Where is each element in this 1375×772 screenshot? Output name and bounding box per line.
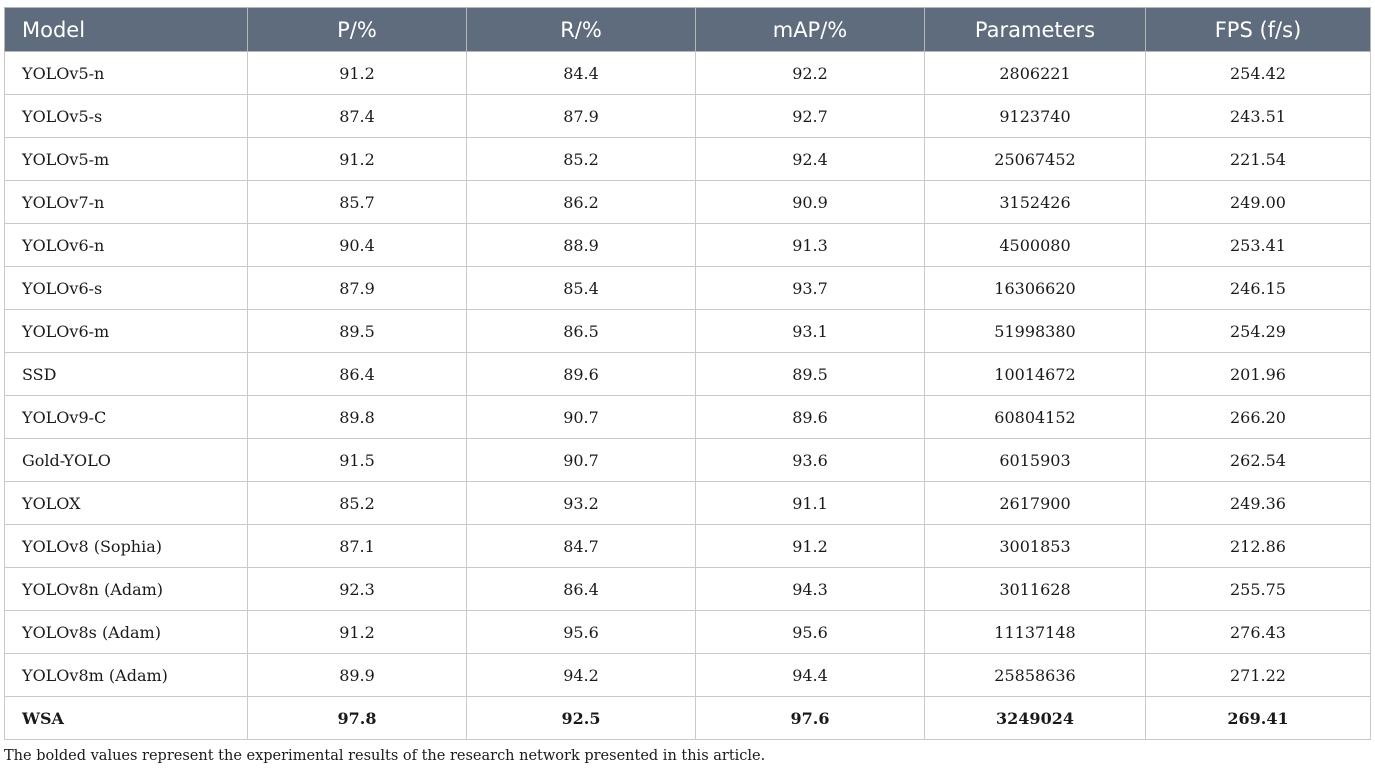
fps-cell: 271.22 [1146,654,1371,697]
fps-cell: 254.29 [1146,310,1371,353]
map-cell: 89.5 [696,353,925,396]
parameters-cell: 16306620 [925,267,1146,310]
results-table [4,7,1371,740]
model-cell: YOLOv5-n [5,52,248,95]
precision-cell: 85.7 [248,181,467,224]
model-cell: YOLOv5-s [5,95,248,138]
precision-cell: 85.2 [248,482,467,525]
model-cell: YOLOv5-m [5,138,248,181]
map-cell: 91.2 [696,525,925,568]
header-row [5,8,1371,52]
recall-cell: 87.9 [467,95,696,138]
map-cell: 91.1 [696,482,925,525]
model-cell: YOLOv6-m [5,310,248,353]
recall-cell: 90.7 [467,396,696,439]
fps-cell: 254.42 [1146,52,1371,95]
table-footnote: The bolded values represent the experimental results of the research network presented in this article. [4,748,766,764]
table-row [5,224,1371,267]
table-row [5,697,1371,740]
recall-cell: 86.2 [467,181,696,224]
table-row [5,611,1371,654]
map-cell: 94.3 [696,568,925,611]
map-cell: 92.4 [696,138,925,181]
fps-cell: 221.54 [1146,138,1371,181]
map-cell: 97.6 [696,697,925,740]
table-row [5,654,1371,697]
precision-cell: 87.4 [248,95,467,138]
column-header-parameters: Parameters [925,8,1146,52]
map-cell: 93.1 [696,310,925,353]
table-row [5,482,1371,525]
table-row [5,52,1371,95]
model-cell: YOLOv7-n [5,181,248,224]
precision-cell: 91.2 [248,611,467,654]
fps-cell: 276.43 [1146,611,1371,654]
recall-cell: 86.4 [467,568,696,611]
table-row [5,95,1371,138]
fps-cell: 269.41 [1146,697,1371,740]
recall-cell: 90.7 [467,439,696,482]
precision-cell: 91.5 [248,439,467,482]
recall-cell: 95.6 [467,611,696,654]
parameters-cell: 2617900 [925,482,1146,525]
fps-cell: 253.41 [1146,224,1371,267]
precision-cell: 86.4 [248,353,467,396]
precision-cell: 89.5 [248,310,467,353]
model-cell: SSD [5,353,248,396]
fps-cell: 246.15 [1146,267,1371,310]
table-row [5,138,1371,181]
recall-cell: 85.4 [467,267,696,310]
map-cell: 92.2 [696,52,925,95]
parameters-cell: 3249024 [925,697,1146,740]
model-cell: YOLOv8s (Adam) [5,611,248,654]
precision-cell: 89.8 [248,396,467,439]
model-cell: WSA [5,697,248,740]
precision-cell: 97.8 [248,697,467,740]
model-cell: YOLOv8n (Adam) [5,568,248,611]
precision-cell: 89.9 [248,654,467,697]
fps-cell: 212.86 [1146,525,1371,568]
parameters-cell: 11137148 [925,611,1146,654]
parameters-cell: 25067452 [925,138,1146,181]
precision-cell: 91.2 [248,52,467,95]
parameters-cell: 60804152 [925,396,1146,439]
table-row [5,353,1371,396]
precision-cell: 87.1 [248,525,467,568]
precision-cell: 87.9 [248,267,467,310]
parameters-cell: 6015903 [925,439,1146,482]
map-cell: 94.4 [696,654,925,697]
table-body [5,52,1371,740]
map-cell: 91.3 [696,224,925,267]
column-header-model: Model [5,8,248,52]
model-cell: YOLOv9-C [5,396,248,439]
map-cell: 95.6 [696,611,925,654]
table-row [5,568,1371,611]
fps-cell: 201.96 [1146,353,1371,396]
recall-cell: 94.2 [467,654,696,697]
model-cell: YOLOv8m (Adam) [5,654,248,697]
table-row [5,439,1371,482]
recall-cell: 93.2 [467,482,696,525]
column-header-map: mAP/% [696,8,925,52]
parameters-cell: 51998380 [925,310,1146,353]
precision-cell: 90.4 [248,224,467,267]
recall-cell: 84.7 [467,525,696,568]
model-cell: YOLOX [5,482,248,525]
map-cell: 93.6 [696,439,925,482]
parameters-cell: 25858636 [925,654,1146,697]
fps-cell: 255.75 [1146,568,1371,611]
precision-cell: 91.2 [248,138,467,181]
fps-cell: 249.36 [1146,482,1371,525]
column-header-fps: FPS (f/s) [1146,8,1371,52]
recall-cell: 92.5 [467,697,696,740]
fps-cell: 249.00 [1146,181,1371,224]
recall-cell: 89.6 [467,353,696,396]
parameters-cell: 9123740 [925,95,1146,138]
fps-cell: 243.51 [1146,95,1371,138]
recall-cell: 86.5 [467,310,696,353]
model-cell: YOLOv8 (Sophia) [5,525,248,568]
model-cell: YOLOv6-s [5,267,248,310]
column-header-recall: R/% [467,8,696,52]
parameters-cell: 2806221 [925,52,1146,95]
map-cell: 93.7 [696,267,925,310]
map-cell: 89.6 [696,396,925,439]
table-row [5,310,1371,353]
table-row [5,525,1371,568]
map-cell: 92.7 [696,95,925,138]
fps-cell: 262.54 [1146,439,1371,482]
parameters-cell: 3001853 [925,525,1146,568]
recall-cell: 85.2 [467,138,696,181]
model-cell: Gold-YOLO [5,439,248,482]
parameters-cell: 4500080 [925,224,1146,267]
parameters-cell: 3011628 [925,568,1146,611]
map-cell: 90.9 [696,181,925,224]
table-row [5,181,1371,224]
recall-cell: 84.4 [467,52,696,95]
model-cell: YOLOv6-n [5,224,248,267]
recall-cell: 88.9 [467,224,696,267]
column-header-precision: P/% [248,8,467,52]
table-row [5,396,1371,439]
parameters-cell: 10014672 [925,353,1146,396]
table-header [5,8,1371,52]
table-row [5,267,1371,310]
precision-cell: 92.3 [248,568,467,611]
fps-cell: 266.20 [1146,396,1371,439]
parameters-cell: 3152426 [925,181,1146,224]
